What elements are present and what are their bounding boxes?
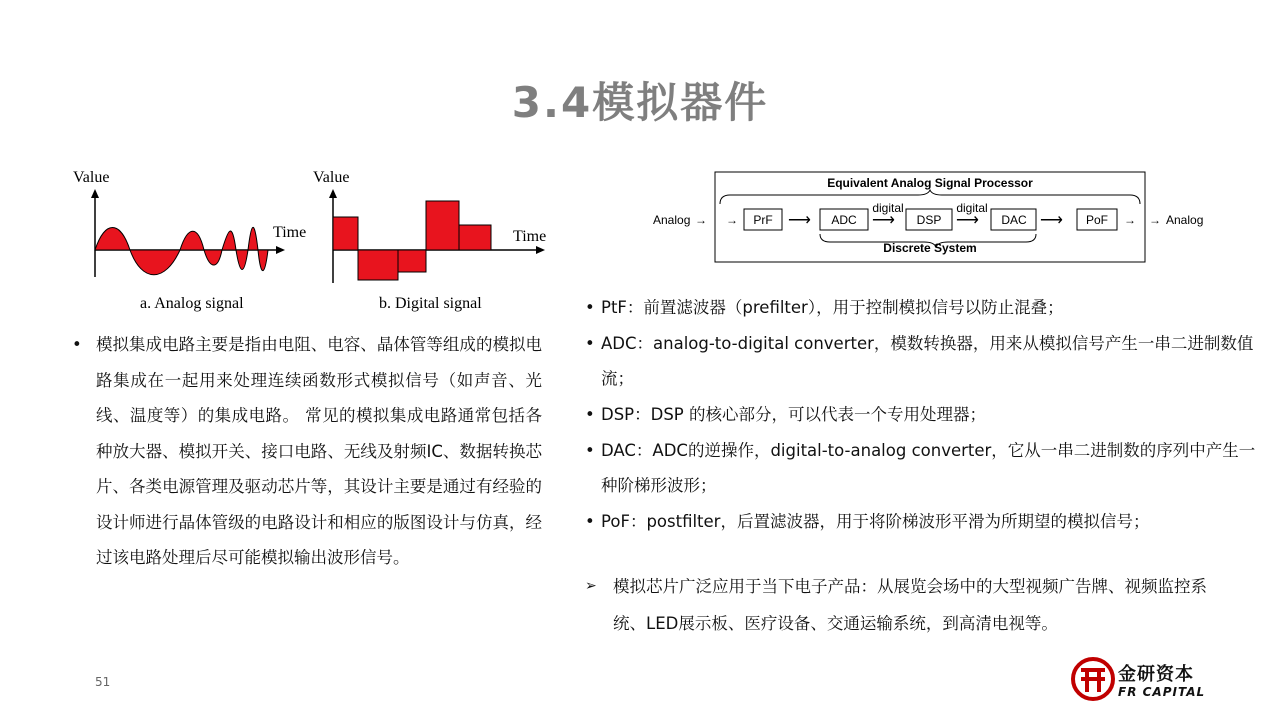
analog-wave	[95, 227, 268, 274]
description-paragraph	[72, 327, 542, 576]
list-item-pof: • PoF：postfilter，后置滤波器，用于将阶梯波形平滑为所期望的模拟信号；	[585, 504, 1265, 539]
page-number: 51	[95, 675, 111, 689]
page-title: 3.4模拟器件	[511, 78, 769, 127]
digital-ylabel: Value	[313, 169, 350, 186]
svg-text:⟶: ⟶	[788, 212, 811, 229]
edge-label-2: digital	[956, 201, 988, 215]
analog-ylabel: Value	[73, 169, 110, 186]
block-pof	[1077, 209, 1117, 230]
digital-xlabel: Time	[513, 228, 547, 245]
diagram-header: Equivalent Analog Signal Processor	[827, 176, 1033, 190]
svg-text:PrF: PrF	[753, 213, 773, 227]
arrow-in: →	[695, 213, 707, 227]
fr-capital-logo-icon	[1070, 656, 1116, 702]
svg-text:→: →	[1124, 213, 1136, 227]
block-prf	[744, 209, 782, 230]
svg-text:→: →	[1149, 213, 1161, 227]
digital-wave	[333, 201, 491, 280]
analog-caption: a. Analog signal	[140, 295, 244, 312]
processor-diagram	[648, 168, 1218, 268]
block-dsp	[906, 209, 952, 230]
logo-text-en: FR CAPITAL	[1118, 685, 1206, 699]
input-label: Analog	[653, 213, 691, 227]
svg-text:⟶: ⟶	[956, 212, 979, 229]
svg-text:PoF: PoF	[1085, 213, 1109, 227]
description-text: 模拟集成电路主要是指由电阻、电容、晶体管等组成的模拟电路集成在一起用来处理连续函数形式模拟信号（如声音、光线、温度等）的集成电路。 常见的模拟集成电路通常包括各种放大器、模拟开关、接口电路、无线及射频IC、数据转换芯片、各类电源管理及驱动芯片等，其设计主要是通过有经验的设计师进行晶体管级的电路设计和相应的版图设计与仿真，经过该电路处理后尽可能模拟输出波形信号。	[96, 335, 542, 567]
svg-text:→: →	[726, 213, 738, 227]
analog-signal-plot	[73, 169, 306, 312]
list-item-dsp: • DSP：DSP 的核心部分，可以代表一个专用处理器；	[585, 397, 1265, 432]
arrow-bullet-icon: ➢	[585, 578, 597, 594]
svg-text:DAC: DAC	[1001, 213, 1027, 227]
bullet-dot: •	[72, 335, 82, 354]
block-adc	[820, 209, 868, 230]
analog-xlabel: Time	[273, 224, 307, 241]
block-dac	[991, 209, 1036, 230]
edge-label-1: digital	[872, 201, 904, 215]
digital-signal-plot	[313, 169, 546, 312]
output-label: Analog	[1166, 213, 1204, 227]
digital-caption: b. Digital signal	[379, 295, 482, 312]
list-item-ptf: • PtF：前置滤波器（prefilter），用于控制模拟信号以防止混叠；	[585, 290, 1265, 325]
applications-text: 模拟芯片广泛应用于当下电子产品：从展览会场中的大型视频广告牌、视频监控系统、LED展示板、医疗设备、交通运输系统，到高清电视等。	[613, 577, 1207, 633]
component-list	[585, 290, 1265, 540]
signal-figure	[70, 165, 560, 320]
list-item-dac: • DAC：ADC的逆操作，digital-to-analog converter，它从一串二进制数的序列中产生一种阶梯形波形；	[585, 433, 1265, 503]
svg-text:⟶: ⟶	[872, 212, 895, 229]
logo-text-cn: 金研资本	[1118, 664, 1194, 685]
svg-text:ADC: ADC	[831, 213, 857, 227]
applications-note	[585, 568, 1225, 642]
discrete-label: Discrete System	[883, 241, 977, 255]
svg-text:DSP: DSP	[916, 213, 942, 227]
list-item-adc: • ADC：analog-to-digital converter，模数转换器，用来从模拟信号产生一串二进制数值流；	[585, 326, 1265, 396]
svg-text:⟶: ⟶	[1040, 212, 1063, 229]
